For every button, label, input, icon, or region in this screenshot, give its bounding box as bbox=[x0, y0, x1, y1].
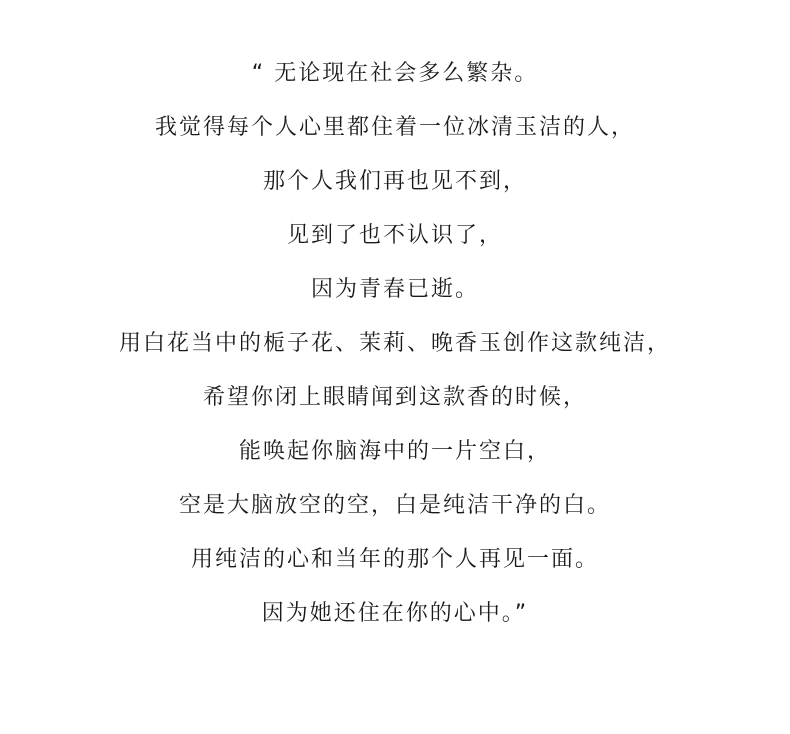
poem-line: 希望你闭上眼睛闻到这款香的时候， bbox=[202, 385, 587, 410]
poem-line: 因为她还住在你的心中。” bbox=[261, 601, 529, 626]
poem-line: 空是大脑放空的空，白是纯洁干净的白。 bbox=[178, 493, 611, 518]
poem-line: 用纯洁的心和当年的那个人再见一面。 bbox=[190, 547, 599, 572]
poem-line: 用白花当中的栀子花、茉莉、晚香玉创作这款纯洁， bbox=[118, 331, 671, 356]
poem-line: “ 无论现在社会多么繁杂。 bbox=[251, 61, 539, 86]
poem-line: 因为青春已逝。 bbox=[310, 277, 479, 302]
poem-text-block bbox=[0, 47, 790, 641]
poem-line: 见到了也不认识了， bbox=[286, 223, 503, 248]
poem-line: 能唤起你脑海中的一片空白， bbox=[238, 439, 551, 464]
poem-line: 那个人我们再也见不到， bbox=[262, 169, 527, 194]
poem-line: 我觉得每个人心里都住着一位冰清玉洁的人， bbox=[154, 115, 635, 140]
